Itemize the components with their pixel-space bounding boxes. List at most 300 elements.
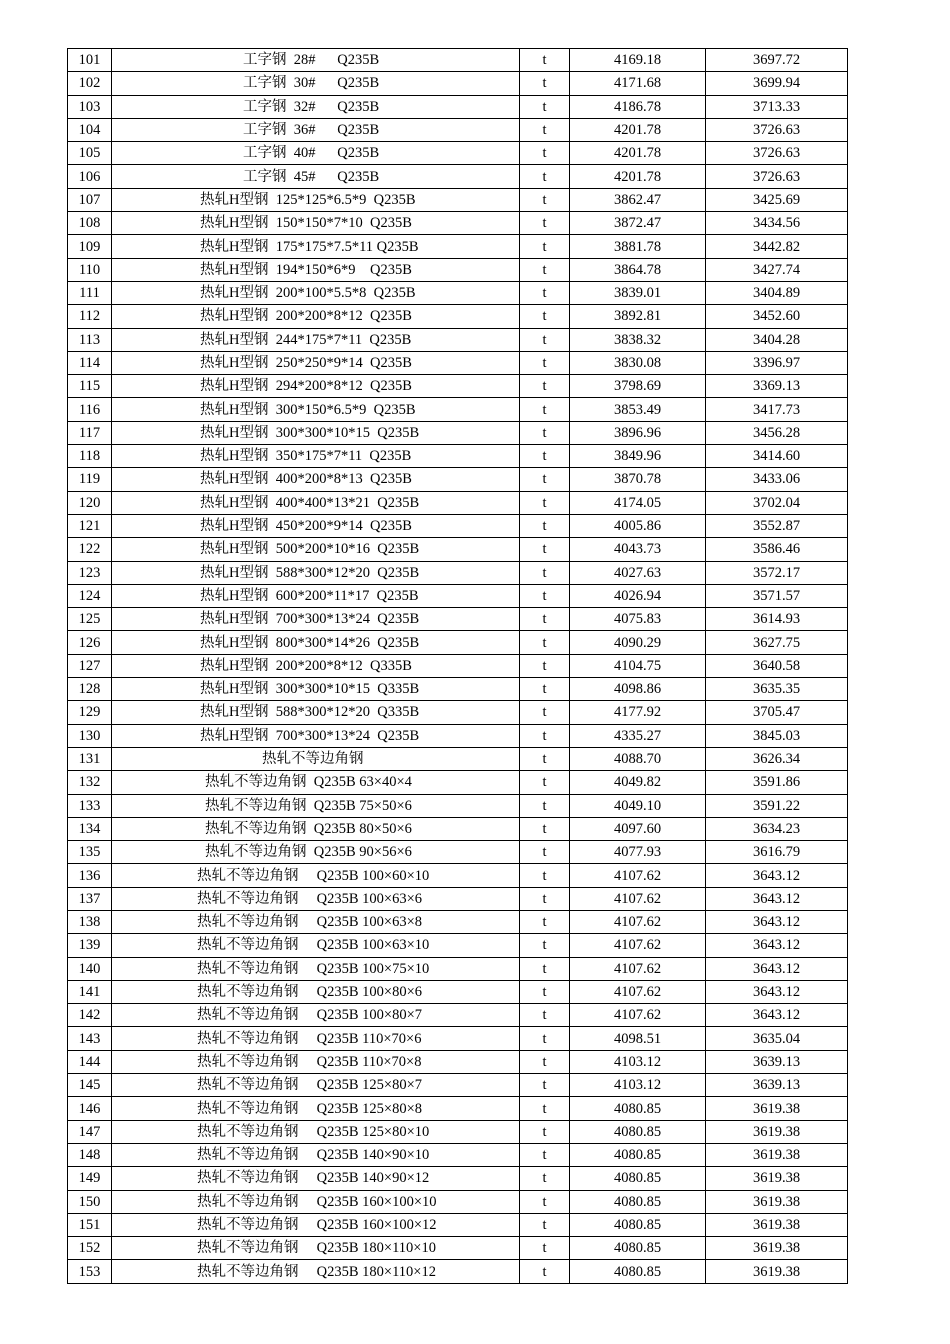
table-row bbox=[68, 1167, 848, 1190]
table-row bbox=[68, 72, 848, 95]
price-cell-1: 3798.69 bbox=[570, 375, 706, 398]
price-cell-2: 3619.38 bbox=[706, 1213, 848, 1236]
table-row bbox=[68, 235, 848, 258]
product-name-cell bbox=[112, 887, 520, 910]
unit-cell: t bbox=[520, 514, 570, 537]
product-name-text: 热轧不等边角钢 bbox=[262, 751, 364, 768]
price-cell-2: 3433.06 bbox=[706, 468, 848, 491]
product-name-cell bbox=[112, 701, 520, 724]
product-name-text: 热轧H型钢 588*300*12*20 Q335B bbox=[200, 704, 420, 721]
unit-cell: t bbox=[520, 771, 570, 794]
unit-cell: t bbox=[520, 584, 570, 607]
row-number-cell: 114 bbox=[68, 351, 112, 374]
price-cell-1: 4080.85 bbox=[570, 1097, 706, 1120]
row-number-cell: 153 bbox=[68, 1260, 112, 1283]
price-cell-2: 3705.47 bbox=[706, 701, 848, 724]
product-name-cell bbox=[112, 1074, 520, 1097]
product-name-cell bbox=[112, 1190, 520, 1213]
unit-cell: t bbox=[520, 142, 570, 165]
price-cell-2: 3552.87 bbox=[706, 514, 848, 537]
unit-cell: t bbox=[520, 864, 570, 887]
unit-cell: t bbox=[520, 1120, 570, 1143]
price-cell-1: 4026.94 bbox=[570, 584, 706, 607]
product-name-cell bbox=[112, 957, 520, 980]
price-cell-2: 3639.13 bbox=[706, 1050, 848, 1073]
price-cell-2: 3626.34 bbox=[706, 747, 848, 770]
row-number-cell: 117 bbox=[68, 421, 112, 444]
row-number-cell: 139 bbox=[68, 934, 112, 957]
price-cell-1: 3872.47 bbox=[570, 212, 706, 235]
product-name-text: 热轧H型钢 400*200*8*13 Q235B bbox=[200, 471, 412, 488]
table-row bbox=[68, 491, 848, 514]
unit-cell: t bbox=[520, 235, 570, 258]
product-name-cell bbox=[112, 1097, 520, 1120]
price-cell-2: 3713.33 bbox=[706, 95, 848, 118]
unit-cell: t bbox=[520, 165, 570, 188]
table-row bbox=[68, 980, 848, 1003]
price-table-body bbox=[68, 49, 848, 1284]
table-row bbox=[68, 678, 848, 701]
product-name-text: 热轧不等边角钢 Q235B 140×90×10 bbox=[197, 1147, 430, 1164]
price-cell-2: 3635.35 bbox=[706, 678, 848, 701]
price-cell-1: 4075.83 bbox=[570, 608, 706, 631]
product-name-cell bbox=[112, 631, 520, 654]
product-name-text: 热轧H型钢 500*200*10*16 Q235B bbox=[200, 541, 420, 558]
table-row bbox=[68, 724, 848, 747]
price-cell-1: 4049.82 bbox=[570, 771, 706, 794]
row-number-cell: 120 bbox=[68, 491, 112, 514]
price-cell-1: 4027.63 bbox=[570, 561, 706, 584]
product-name-cell bbox=[112, 235, 520, 258]
row-number-cell: 137 bbox=[68, 887, 112, 910]
product-name-text: 热轧H型钢 175*175*7.5*11 Q235B bbox=[200, 238, 419, 255]
product-name-cell bbox=[112, 1237, 520, 1260]
price-cell-2: 3726.63 bbox=[706, 118, 848, 141]
product-name-cell bbox=[112, 678, 520, 701]
row-number-cell: 106 bbox=[68, 165, 112, 188]
product-name-cell bbox=[112, 747, 520, 770]
table-row bbox=[68, 1213, 848, 1236]
table-row bbox=[68, 305, 848, 328]
unit-cell: t bbox=[520, 258, 570, 281]
row-number-cell: 152 bbox=[68, 1237, 112, 1260]
product-name-text: 工字钢 32# Q235B bbox=[243, 98, 380, 115]
price-cell-2: 3456.28 bbox=[706, 421, 848, 444]
table-row bbox=[68, 887, 848, 910]
price-cell-1: 4090.29 bbox=[570, 631, 706, 654]
product-name-text: 热轧H型钢 400*400*13*21 Q235B bbox=[200, 494, 420, 511]
unit-cell: t bbox=[520, 1213, 570, 1236]
price-cell-1: 3853.49 bbox=[570, 398, 706, 421]
table-row bbox=[68, 841, 848, 864]
table-row bbox=[68, 561, 848, 584]
price-cell-2: 3586.46 bbox=[706, 538, 848, 561]
price-cell-2: 3726.63 bbox=[706, 165, 848, 188]
unit-cell: t bbox=[520, 1143, 570, 1166]
row-number-cell: 150 bbox=[68, 1190, 112, 1213]
unit-cell: t bbox=[520, 561, 570, 584]
unit-cell: t bbox=[520, 328, 570, 351]
price-cell-1: 4103.12 bbox=[570, 1074, 706, 1097]
table-row bbox=[68, 281, 848, 304]
row-number-cell: 105 bbox=[68, 142, 112, 165]
table-row bbox=[68, 771, 848, 794]
price-cell-1: 4104.75 bbox=[570, 654, 706, 677]
price-cell-2: 3425.69 bbox=[706, 188, 848, 211]
product-name-cell bbox=[112, 771, 520, 794]
unit-cell: t bbox=[520, 1004, 570, 1027]
table-row bbox=[68, 654, 848, 677]
price-cell-1: 4098.51 bbox=[570, 1027, 706, 1050]
price-cell-1: 3830.08 bbox=[570, 351, 706, 374]
product-name-text: 热轧H型钢 600*200*11*17 Q235B bbox=[200, 587, 419, 604]
price-cell-2: 3452.60 bbox=[706, 305, 848, 328]
price-cell-2: 3591.22 bbox=[706, 794, 848, 817]
price-cell-2: 3434.56 bbox=[706, 212, 848, 235]
row-number-cell: 130 bbox=[68, 724, 112, 747]
table-row bbox=[68, 421, 848, 444]
product-name-text: 热轧不等边角钢 Q235B 100×63×10 bbox=[197, 937, 430, 954]
price-cell-1: 3862.47 bbox=[570, 188, 706, 211]
price-cell-2: 3614.93 bbox=[706, 608, 848, 631]
price-cell-2: 3619.38 bbox=[706, 1237, 848, 1260]
product-name-cell bbox=[112, 608, 520, 631]
price-cell-2: 3643.12 bbox=[706, 864, 848, 887]
unit-cell: t bbox=[520, 1097, 570, 1120]
price-cell-2: 3396.97 bbox=[706, 351, 848, 374]
product-name-text: 热轧H型钢 700*300*13*24 Q235B bbox=[200, 727, 420, 744]
table-row bbox=[68, 49, 848, 72]
product-name-cell bbox=[112, 1213, 520, 1236]
price-cell-1: 4107.62 bbox=[570, 957, 706, 980]
row-number-cell: 121 bbox=[68, 514, 112, 537]
product-name-cell bbox=[112, 281, 520, 304]
unit-cell: t bbox=[520, 49, 570, 72]
price-cell-2: 3643.12 bbox=[706, 1004, 848, 1027]
product-name-cell bbox=[112, 841, 520, 864]
row-number-cell: 140 bbox=[68, 957, 112, 980]
price-cell-1: 4107.62 bbox=[570, 864, 706, 887]
product-name-cell bbox=[112, 118, 520, 141]
price-cell-2: 3619.38 bbox=[706, 1167, 848, 1190]
table-row bbox=[68, 1050, 848, 1073]
row-number-cell: 107 bbox=[68, 188, 112, 211]
price-table bbox=[67, 48, 848, 1284]
price-cell-2: 3404.89 bbox=[706, 281, 848, 304]
row-number-cell: 111 bbox=[68, 281, 112, 304]
product-name-cell bbox=[112, 817, 520, 840]
table-row bbox=[68, 934, 848, 957]
unit-cell: t bbox=[520, 910, 570, 933]
product-name-text: 热轧不等边角钢 Q235B 160×100×10 bbox=[197, 1193, 437, 1210]
unit-cell: t bbox=[520, 375, 570, 398]
product-name-cell bbox=[112, 1143, 520, 1166]
price-cell-2: 3442.82 bbox=[706, 235, 848, 258]
row-number-cell: 146 bbox=[68, 1097, 112, 1120]
product-name-text: 热轧不等边角钢 Q235B 125×80×8 bbox=[197, 1100, 422, 1117]
table-row bbox=[68, 118, 848, 141]
table-row bbox=[68, 328, 848, 351]
price-cell-1: 4005.86 bbox=[570, 514, 706, 537]
product-name-text: 热轧H型钢 294*200*8*12 Q235B bbox=[200, 378, 412, 395]
row-number-cell: 101 bbox=[68, 49, 112, 72]
price-cell-1: 3838.32 bbox=[570, 328, 706, 351]
row-number-cell: 134 bbox=[68, 817, 112, 840]
product-name-cell bbox=[112, 934, 520, 957]
price-cell-2: 3634.23 bbox=[706, 817, 848, 840]
product-name-text: 热轧不等边角钢 Q235B 180×110×12 bbox=[197, 1263, 436, 1280]
product-name-text: 热轧H型钢 244*175*7*11 Q235B bbox=[200, 331, 412, 348]
product-name-cell bbox=[112, 561, 520, 584]
price-cell-1: 4098.86 bbox=[570, 678, 706, 701]
product-name-text: 热轧不等边角钢 Q235B 63×40×4 bbox=[205, 774, 412, 791]
price-cell-1: 4186.78 bbox=[570, 95, 706, 118]
row-number-cell: 148 bbox=[68, 1143, 112, 1166]
product-name-text: 热轧不等边角钢 Q235B 100×60×10 bbox=[197, 867, 430, 884]
table-row bbox=[68, 631, 848, 654]
table-row bbox=[68, 1190, 848, 1213]
product-name-text: 工字钢 30# Q235B bbox=[243, 75, 380, 92]
unit-cell: t bbox=[520, 118, 570, 141]
row-number-cell: 123 bbox=[68, 561, 112, 584]
table-row bbox=[68, 1120, 848, 1143]
product-name-text: 热轧不等边角钢 Q235B 90×56×6 bbox=[205, 844, 412, 861]
product-name-cell bbox=[112, 142, 520, 165]
price-cell-2: 3619.38 bbox=[706, 1260, 848, 1283]
product-name-text: 工字钢 45# Q235B bbox=[243, 168, 380, 185]
price-cell-2: 3572.17 bbox=[706, 561, 848, 584]
unit-cell: t bbox=[520, 841, 570, 864]
product-name-cell bbox=[112, 1120, 520, 1143]
product-name-cell bbox=[112, 794, 520, 817]
row-number-cell: 102 bbox=[68, 72, 112, 95]
product-name-text: 热轧H型钢 588*300*12*20 Q235B bbox=[200, 564, 420, 581]
unit-cell: t bbox=[520, 281, 570, 304]
price-cell-2: 3427.74 bbox=[706, 258, 848, 281]
unit-cell: t bbox=[520, 398, 570, 421]
unit-cell: t bbox=[520, 1074, 570, 1097]
product-name-text: 热轧H型钢 300*300*10*15 Q235B bbox=[200, 424, 420, 441]
product-name-cell bbox=[112, 1027, 520, 1050]
table-row bbox=[68, 142, 848, 165]
row-number-cell: 103 bbox=[68, 95, 112, 118]
product-name-text: 热轧不等边角钢 Q235B 110×70×6 bbox=[197, 1030, 422, 1047]
product-name-cell bbox=[112, 72, 520, 95]
row-number-cell: 112 bbox=[68, 305, 112, 328]
price-cell-2: 3417.73 bbox=[706, 398, 848, 421]
price-cell-2: 3619.38 bbox=[706, 1143, 848, 1166]
price-cell-2: 3635.04 bbox=[706, 1027, 848, 1050]
price-cell-1: 4049.10 bbox=[570, 794, 706, 817]
product-name-text: 热轧H型钢 200*100*5.5*8 Q235B bbox=[200, 285, 416, 302]
unit-cell: t bbox=[520, 794, 570, 817]
row-number-cell: 147 bbox=[68, 1120, 112, 1143]
price-cell-2: 3640.58 bbox=[706, 654, 848, 677]
table-row bbox=[68, 212, 848, 235]
price-cell-2: 3643.12 bbox=[706, 980, 848, 1003]
row-number-cell: 151 bbox=[68, 1213, 112, 1236]
product-name-text: 热轧不等边角钢 Q235B 125×80×10 bbox=[197, 1123, 430, 1140]
price-cell-1: 4107.62 bbox=[570, 1004, 706, 1027]
row-number-cell: 109 bbox=[68, 235, 112, 258]
unit-cell: t bbox=[520, 188, 570, 211]
table-row bbox=[68, 910, 848, 933]
row-number-cell: 144 bbox=[68, 1050, 112, 1073]
row-number-cell: 119 bbox=[68, 468, 112, 491]
row-number-cell: 141 bbox=[68, 980, 112, 1003]
price-cell-1: 4080.85 bbox=[570, 1120, 706, 1143]
table-row bbox=[68, 258, 848, 281]
table-row bbox=[68, 864, 848, 887]
price-cell-1: 4103.12 bbox=[570, 1050, 706, 1073]
price-cell-1: 4080.85 bbox=[570, 1213, 706, 1236]
product-name-cell bbox=[112, 491, 520, 514]
table-row bbox=[68, 351, 848, 374]
product-name-cell bbox=[112, 351, 520, 374]
unit-cell: t bbox=[520, 305, 570, 328]
product-name-cell bbox=[112, 328, 520, 351]
price-cell-2: 3404.28 bbox=[706, 328, 848, 351]
unit-cell: t bbox=[520, 421, 570, 444]
product-name-text: 热轧H型钢 200*200*8*12 Q335B bbox=[200, 657, 412, 674]
unit-cell: t bbox=[520, 608, 570, 631]
table-row bbox=[68, 165, 848, 188]
product-name-text: 工字钢 28# Q235B bbox=[243, 52, 380, 69]
row-number-cell: 128 bbox=[68, 678, 112, 701]
product-name-text: 热轧H型钢 350*175*7*11 Q235B bbox=[200, 448, 412, 465]
price-cell-1: 4335.27 bbox=[570, 724, 706, 747]
unit-cell: t bbox=[520, 1050, 570, 1073]
unit-cell: t bbox=[520, 678, 570, 701]
product-name-text: 热轧不等边角钢 Q235B 80×50×6 bbox=[205, 820, 412, 837]
price-cell-1: 3870.78 bbox=[570, 468, 706, 491]
price-cell-1: 3892.81 bbox=[570, 305, 706, 328]
product-name-cell bbox=[112, 654, 520, 677]
price-cell-2: 3414.60 bbox=[706, 445, 848, 468]
unit-cell: t bbox=[520, 445, 570, 468]
price-cell-1: 4107.62 bbox=[570, 910, 706, 933]
table-row bbox=[68, 817, 848, 840]
price-cell-1: 4043.73 bbox=[570, 538, 706, 561]
price-cell-1: 4097.60 bbox=[570, 817, 706, 840]
price-cell-1: 4177.92 bbox=[570, 701, 706, 724]
price-cell-1: 4174.05 bbox=[570, 491, 706, 514]
price-cell-1: 4107.62 bbox=[570, 934, 706, 957]
price-cell-2: 3571.57 bbox=[706, 584, 848, 607]
product-name-cell bbox=[112, 165, 520, 188]
row-number-cell: 129 bbox=[68, 701, 112, 724]
price-cell-1: 3839.01 bbox=[570, 281, 706, 304]
row-number-cell: 135 bbox=[68, 841, 112, 864]
row-number-cell: 122 bbox=[68, 538, 112, 561]
price-cell-2: 3699.94 bbox=[706, 72, 848, 95]
price-cell-1: 4077.93 bbox=[570, 841, 706, 864]
unit-cell: t bbox=[520, 701, 570, 724]
price-cell-1: 3881.78 bbox=[570, 235, 706, 258]
price-cell-2: 3643.12 bbox=[706, 957, 848, 980]
row-number-cell: 116 bbox=[68, 398, 112, 421]
product-name-cell bbox=[112, 398, 520, 421]
product-name-text: 热轧H型钢 125*125*6.5*9 Q235B bbox=[200, 191, 416, 208]
table-row bbox=[68, 188, 848, 211]
row-number-cell: 127 bbox=[68, 654, 112, 677]
table-row bbox=[68, 514, 848, 537]
table-row bbox=[68, 1260, 848, 1283]
unit-cell: t bbox=[520, 351, 570, 374]
table-row bbox=[68, 1237, 848, 1260]
product-name-text: 热轧H型钢 450*200*9*14 Q235B bbox=[200, 518, 412, 535]
table-row bbox=[68, 1004, 848, 1027]
unit-cell: t bbox=[520, 934, 570, 957]
price-cell-1: 4088.70 bbox=[570, 747, 706, 770]
product-name-text: 热轧不等边角钢 Q235B 180×110×10 bbox=[197, 1240, 436, 1257]
product-name-text: 热轧H型钢 250*250*9*14 Q235B bbox=[200, 355, 412, 371]
row-number-cell: 125 bbox=[68, 608, 112, 631]
price-cell-2: 3619.38 bbox=[706, 1120, 848, 1143]
unit-cell: t bbox=[520, 72, 570, 95]
product-name-text: 热轧H型钢 700*300*13*24 Q235B bbox=[200, 611, 420, 628]
unit-cell: t bbox=[520, 1190, 570, 1213]
row-number-cell: 118 bbox=[68, 445, 112, 468]
price-cell-2: 3369.13 bbox=[706, 375, 848, 398]
unit-cell: t bbox=[520, 212, 570, 235]
product-name-cell bbox=[112, 1050, 520, 1073]
product-name-text: 热轧不等边角钢 Q235B 125×80×7 bbox=[197, 1077, 422, 1094]
product-name-text: 热轧H型钢 200*200*8*12 Q235B bbox=[200, 308, 412, 325]
price-cell-2: 3627.75 bbox=[706, 631, 848, 654]
row-number-cell: 104 bbox=[68, 118, 112, 141]
product-name-text: 热轧不等边角钢 Q235B 100×80×7 bbox=[197, 1007, 422, 1024]
price-cell-1: 4080.85 bbox=[570, 1143, 706, 1166]
table-row bbox=[68, 1097, 848, 1120]
table-row bbox=[68, 747, 848, 770]
table-row bbox=[68, 1074, 848, 1097]
unit-cell: t bbox=[520, 95, 570, 118]
product-name-cell bbox=[112, 49, 520, 72]
table-row bbox=[68, 445, 848, 468]
unit-cell: t bbox=[520, 1027, 570, 1050]
price-cell-1: 4080.85 bbox=[570, 1167, 706, 1190]
price-cell-2: 3726.63 bbox=[706, 142, 848, 165]
row-number-cell: 115 bbox=[68, 375, 112, 398]
price-cell-1: 3849.96 bbox=[570, 445, 706, 468]
price-cell-1: 4171.68 bbox=[570, 72, 706, 95]
price-cell-1: 4201.78 bbox=[570, 165, 706, 188]
row-number-cell: 133 bbox=[68, 794, 112, 817]
price-cell-2: 3845.03 bbox=[706, 724, 848, 747]
price-cell-2: 3616.79 bbox=[706, 841, 848, 864]
product-name-cell bbox=[112, 468, 520, 491]
row-number-cell: 108 bbox=[68, 212, 112, 235]
row-number-cell: 124 bbox=[68, 584, 112, 607]
product-name-cell bbox=[112, 1004, 520, 1027]
product-name-text: 热轧不等边角钢 Q235B 100×63×6 bbox=[197, 890, 422, 907]
product-name-cell bbox=[112, 514, 520, 537]
price-cell-2: 3619.38 bbox=[706, 1190, 848, 1213]
row-number-cell: 113 bbox=[68, 328, 112, 351]
product-name-text: 热轧不等边角钢 Q235B 140×90×12 bbox=[197, 1170, 430, 1187]
row-number-cell: 149 bbox=[68, 1167, 112, 1190]
product-name-cell bbox=[112, 1167, 520, 1190]
row-number-cell: 132 bbox=[68, 771, 112, 794]
row-number-cell: 138 bbox=[68, 910, 112, 933]
unit-cell: t bbox=[520, 1260, 570, 1283]
row-number-cell: 136 bbox=[68, 864, 112, 887]
product-name-cell bbox=[112, 1260, 520, 1283]
product-name-cell bbox=[112, 724, 520, 747]
price-cell-2: 3643.12 bbox=[706, 910, 848, 933]
table-row bbox=[68, 584, 848, 607]
